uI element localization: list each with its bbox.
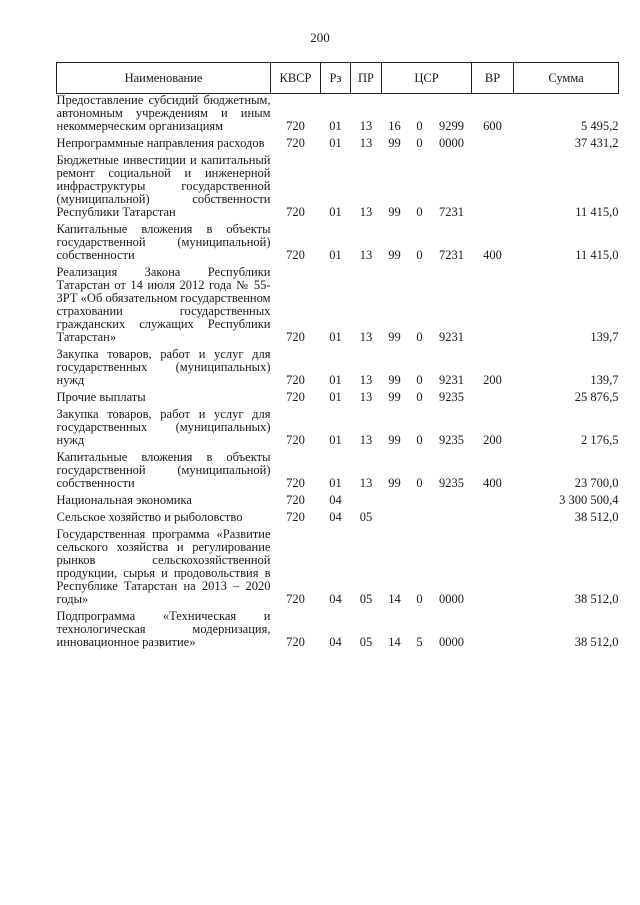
cell-sum: 38 512,0 — [574, 635, 619, 649]
cell-pr: 13 — [359, 248, 373, 262]
cell-csr-subprogram: 0 — [416, 330, 423, 344]
cell-name: Бюджетные инвестиции и капитальный ремонт социальной и инженерной инфраструктуры государственной (муниципальной) собственности Республики Татарстан — [56, 153, 271, 219]
cell-sum: 11 415,0 — [575, 205, 619, 219]
table-row — [57, 266, 619, 344]
cell-name: Капитальные вложения в объекты государственной (муниципальной) собственности — [56, 222, 271, 262]
cell-csr-program — [382, 511, 408, 524]
cell-sum: 38 512,0 — [574, 592, 619, 606]
cell-csr-program: 99 — [388, 373, 401, 387]
table-row — [57, 511, 619, 524]
header-vr: ВР — [472, 63, 514, 94]
cell-csr-subprogram: 0 — [416, 136, 423, 150]
table-row — [57, 223, 619, 262]
cell-rz: 01 — [329, 390, 342, 404]
cell-pr: 05 — [359, 592, 373, 606]
cell-rz: 04 — [329, 635, 342, 649]
cell-kvsr: 720 — [286, 330, 305, 344]
cell-kvsr: 720 — [286, 373, 305, 387]
cell-vr — [472, 494, 514, 507]
cell-vr: 400 — [483, 248, 502, 262]
cell-pr: 13 — [359, 136, 373, 150]
cell-name: Государственная программа «Развитие сельского хозяйства и регулирование рынков сельскохозяйственной продукции, сырья и продовольствия в Республике Татарстан на 2013 – 2020 годы» — [56, 527, 271, 606]
cell-pr: 13 — [359, 476, 373, 490]
header-name: Наименование — [57, 63, 271, 94]
cell-rz: 01 — [329, 330, 342, 344]
cell-rz: 01 — [329, 476, 342, 490]
cell-rz: 04 — [329, 493, 342, 507]
table-row — [57, 391, 619, 404]
cell-sum: 5 495,2 — [581, 119, 619, 133]
table-row — [57, 348, 619, 387]
header-sum: Сумма — [514, 63, 619, 94]
cell-csr-program: 14 — [388, 635, 401, 649]
cell-csr-subprogram: 0 — [416, 373, 423, 387]
cell-pr: 13 — [359, 205, 373, 219]
cell-csr-subprogram: 0 — [416, 119, 423, 133]
cell-name: Национальная экономика — [56, 493, 192, 507]
cell-pr: 05 — [359, 510, 373, 524]
budget-table — [56, 62, 619, 653]
cell-name: Закупка товаров, работ и услуг для государственных (муниципальных) нужд — [56, 347, 271, 387]
header-kvsr: КВСР — [271, 63, 321, 94]
cell-csr-direction: 0000 — [439, 592, 464, 606]
cell-sum: 23 700,0 — [574, 476, 619, 490]
cell-pr — [351, 494, 382, 507]
cell-csr-subprogram: 5 — [416, 635, 423, 649]
cell-vr — [472, 137, 514, 150]
cell-csr-program: 99 — [388, 136, 401, 150]
cell-sum: 25 876,5 — [574, 390, 619, 404]
cell-csr-direction: 7231 — [439, 205, 464, 219]
table-row — [57, 451, 619, 490]
cell-csr-direction: 0000 — [439, 635, 464, 649]
cell-vr — [472, 154, 514, 219]
cell-csr-program: 99 — [388, 433, 401, 447]
page-number: 200 — [310, 30, 330, 45]
cell-vr — [472, 391, 514, 404]
cell-kvsr: 720 — [286, 510, 305, 524]
row-spacer-cell — [57, 649, 619, 653]
cell-sum: 11 415,0 — [575, 248, 619, 262]
cell-name: Капитальные вложения в объекты государственной (муниципальной) собственности — [56, 450, 271, 490]
cell-rz: 01 — [329, 433, 342, 447]
cell-kvsr: 720 — [286, 476, 305, 490]
cell-kvsr: 720 — [286, 248, 305, 262]
cell-sum: 2 176,5 — [581, 433, 619, 447]
table-row — [57, 408, 619, 447]
cell-rz: 01 — [329, 205, 342, 219]
table-header-row — [57, 63, 619, 94]
cell-csr-direction: 9231 — [439, 373, 464, 387]
cell-csr-direction: 9299 — [439, 119, 464, 133]
cell-csr-program: 99 — [388, 205, 401, 219]
cell-csr-subprogram: 0 — [416, 476, 423, 490]
cell-csr-direction — [432, 511, 472, 524]
cell-name: Реализация Закона Республики Татарстан от 14 июля 2012 года № 55-ЗРТ «Об обязательном государственном страховании государственных гражданских служащих Республики Татарстан» — [56, 265, 271, 344]
cell-rz: 01 — [329, 119, 342, 133]
cell-vr — [472, 511, 514, 524]
cell-sum: 38 512,0 — [574, 510, 619, 524]
table-row — [57, 137, 619, 150]
cell-csr-direction: 7231 — [439, 248, 464, 262]
cell-csr-program — [382, 494, 408, 507]
cell-csr-direction — [432, 494, 472, 507]
cell-rz: 01 — [329, 373, 342, 387]
table-row — [57, 154, 619, 219]
cell-vr — [472, 528, 514, 606]
table-row — [57, 528, 619, 606]
cell-kvsr: 720 — [286, 592, 305, 606]
cell-sum: 3 300 500,4 — [559, 493, 619, 507]
cell-csr-subprogram: 0 — [416, 433, 423, 447]
cell-csr-subprogram — [408, 494, 432, 507]
cell-csr-program: 16 — [388, 119, 401, 133]
cell-vr: 600 — [483, 119, 502, 133]
cell-vr: 200 — [483, 433, 502, 447]
cell-csr-program: 99 — [388, 390, 401, 404]
cell-csr-direction: 9231 — [439, 330, 464, 344]
cell-rz: 04 — [329, 510, 342, 524]
cell-kvsr: 720 — [286, 119, 305, 133]
cell-kvsr: 720 — [286, 390, 305, 404]
cell-rz: 04 — [329, 592, 342, 606]
header-rz: Рз — [321, 63, 351, 94]
cell-pr: 13 — [359, 390, 373, 404]
cell-csr-subprogram — [408, 511, 432, 524]
table-row — [57, 610, 619, 649]
cell-pr: 05 — [359, 635, 373, 649]
cell-csr-subprogram: 0 — [416, 248, 423, 262]
cell-pr: 13 — [359, 433, 373, 447]
cell-name: Непрограммные направления расходов — [56, 136, 265, 150]
cell-kvsr: 720 — [286, 205, 305, 219]
cell-csr-program: 99 — [388, 330, 401, 344]
cell-csr-subprogram: 0 — [416, 205, 423, 219]
cell-sum: 139,7 — [590, 330, 619, 344]
cell-csr-program: 99 — [388, 248, 401, 262]
cell-sum: 37 431,2 — [574, 136, 619, 150]
header-csr: ЦСР — [382, 63, 472, 94]
cell-vr: 200 — [483, 373, 502, 387]
table-row — [57, 494, 619, 507]
cell-csr-subprogram: 0 — [416, 390, 423, 404]
cell-pr: 13 — [359, 373, 373, 387]
cell-kvsr: 720 — [286, 635, 305, 649]
cell-csr-direction: 9235 — [439, 433, 464, 447]
cell-csr-subprogram: 0 — [416, 592, 423, 606]
cell-kvsr: 720 — [286, 493, 305, 507]
cell-csr-direction: 9235 — [439, 476, 464, 490]
table-body — [57, 94, 619, 654]
cell-csr-direction: 0000 — [439, 136, 464, 150]
cell-vr — [472, 610, 514, 649]
table-row — [57, 94, 619, 134]
cell-pr: 13 — [359, 330, 373, 344]
cell-vr: 400 — [483, 476, 502, 490]
cell-pr: 13 — [359, 119, 373, 133]
cell-csr-program: 99 — [388, 476, 401, 490]
cell-kvsr: 720 — [286, 433, 305, 447]
cell-name: Закупка товаров, работ и услуг для государственных (муниципальных) нужд — [56, 407, 271, 447]
cell-sum: 139,7 — [590, 373, 619, 387]
cell-name: Прочие выплаты — [56, 390, 146, 404]
cell-name: Предоставление субсидий бюджетным, автономным учреждениям и иным некоммерческим организациям — [56, 93, 271, 133]
cell-vr — [472, 266, 514, 344]
cell-csr-direction: 9235 — [439, 390, 464, 404]
row-spacer — [57, 649, 619, 653]
cell-name: Подпрограмма «Техническая и технологическая модернизация, инновационное развитие» — [56, 609, 271, 649]
cell-rz: 01 — [329, 136, 342, 150]
cell-kvsr: 720 — [286, 136, 305, 150]
cell-rz: 01 — [329, 248, 342, 262]
cell-name: Сельское хозяйство и рыболовство — [56, 510, 243, 524]
cell-csr-program: 14 — [388, 592, 401, 606]
header-pr: ПР — [351, 63, 382, 94]
